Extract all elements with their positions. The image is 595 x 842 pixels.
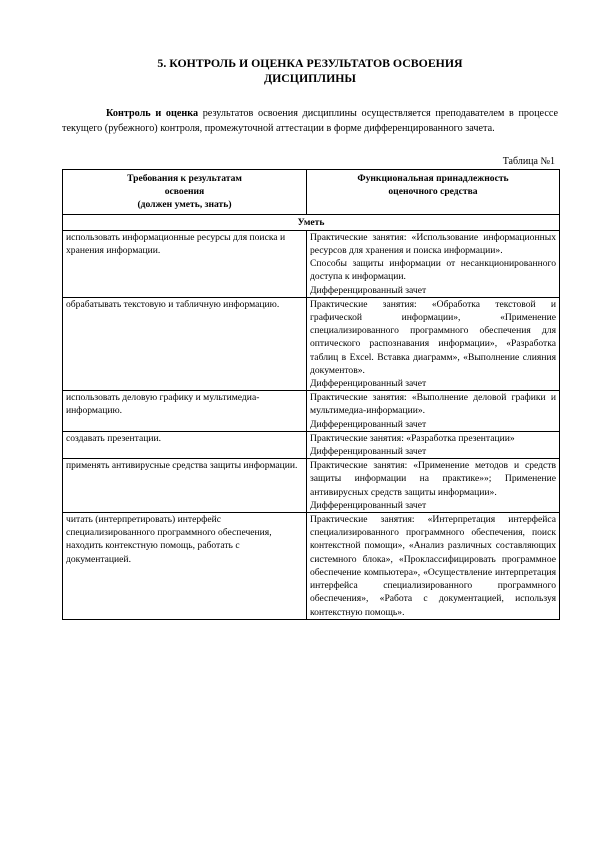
header-req-line: Требования к результатам — [127, 173, 242, 184]
evaluation-line: Практические занятия: «Выполнение деловой графики и мультимедиа-информации». — [310, 392, 556, 417]
evaluation-line: Практические занятия: «Использование информационных ресурсов для хранения и поиска информации». — [310, 231, 556, 257]
title-line-2: ДИСЦИПЛИНЫ — [263, 71, 357, 85]
requirement-cell: обрабатывать текстовую и табличную информацию. — [63, 297, 307, 390]
table-row — [63, 459, 560, 513]
header-eval-line: оценочного средства — [388, 186, 478, 198]
evaluation-line: Способы защиты информации от несанкционированного доступа к информации. — [310, 258, 556, 283]
evaluation-line: Практические занятия: «Применение методов и средств защиты информации на практике»»; Применение антивирусных средств защиты информации». — [310, 460, 556, 498]
evaluation-line: Дифференцированный зачет — [310, 378, 427, 390]
evaluation-line: Дифференцированный зачет — [310, 418, 427, 430]
document-title — [60, 56, 560, 86]
table-header-row — [63, 170, 560, 215]
table-row — [63, 391, 560, 432]
evaluation-cell — [307, 391, 560, 432]
evaluation-cell — [307, 513, 560, 620]
header-evaluation — [307, 170, 560, 215]
table-row — [63, 297, 560, 390]
header-req-line: (должен уметь, знать) — [137, 199, 232, 211]
requirement-cell: использовать информационные ресурсы для поиска и хранения информации. — [63, 230, 307, 297]
section-row — [63, 214, 560, 230]
evaluation-line: Практические занятия: «Обработка текстовой и графической информации», «Применение специализированного программного обеспечения для оптического распознавания информации», «Разработка таблиц в Excel. Вставка диаграмм», «Выполнение слияния документов». — [310, 298, 556, 376]
evaluation-line: Практические занятия: «Интерпретация интерфейса специализированного программного обеспечения, поиск контекстной помощи», «Анализ различных составляющих системного блока», «Проклассифицировать программное обеспечение компьютера», «Осуществление интерпретация интерфейса специализированного программного обеспечения», «Работа с документацией, используя контекстную помощь». — [310, 514, 556, 618]
table-number: Таблица №1 — [502, 156, 555, 167]
requirement-cell: создавать презентации. — [63, 431, 307, 458]
intro-paragraph — [62, 107, 558, 136]
intro-lead: Контроль и оценка — [106, 108, 199, 119]
title-line-1: 5. КОНТРОЛЬ И ОЦЕНКА РЕЗУЛЬТАТОВ ОСВОЕНИЯ — [157, 56, 463, 70]
evaluation-cell — [307, 297, 560, 390]
results-table — [62, 169, 560, 620]
requirement-cell: применять антивирусные средства защиты информации. — [63, 459, 307, 513]
evaluation-cell — [307, 230, 560, 297]
evaluation-cell — [307, 459, 560, 513]
evaluation-line: Дифференцированный зачет — [310, 284, 427, 296]
section-label: Уметь — [63, 214, 560, 230]
table-row — [63, 230, 560, 297]
evaluation-line: Дифференцированный зачет — [310, 446, 427, 458]
header-eval-line: Функциональная принадлежность — [357, 173, 509, 184]
evaluation-line: Практические занятия: «Разработка презентации» — [310, 432, 515, 444]
table-row — [63, 513, 560, 620]
header-req-line: освоения — [164, 186, 205, 198]
requirement-cell: использовать деловую графику и мультимедиа-информацию. — [63, 391, 307, 432]
requirement-cell: читать (интерпретировать) интерфейс специализированного программного обеспечения, находить контекстную помощь, работать с документацией. — [63, 513, 307, 620]
intro-text: результатов освоения дисциплины осуществляется преподавателем в процессе текущего (рубежного) контроля, промежуточной аттестации в форме дифференцированного зачета. — [62, 108, 559, 134]
table-row — [63, 431, 560, 458]
evaluation-cell — [307, 431, 560, 458]
header-requirements — [63, 170, 307, 215]
evaluation-line: Дифференцированный зачет — [310, 499, 427, 511]
